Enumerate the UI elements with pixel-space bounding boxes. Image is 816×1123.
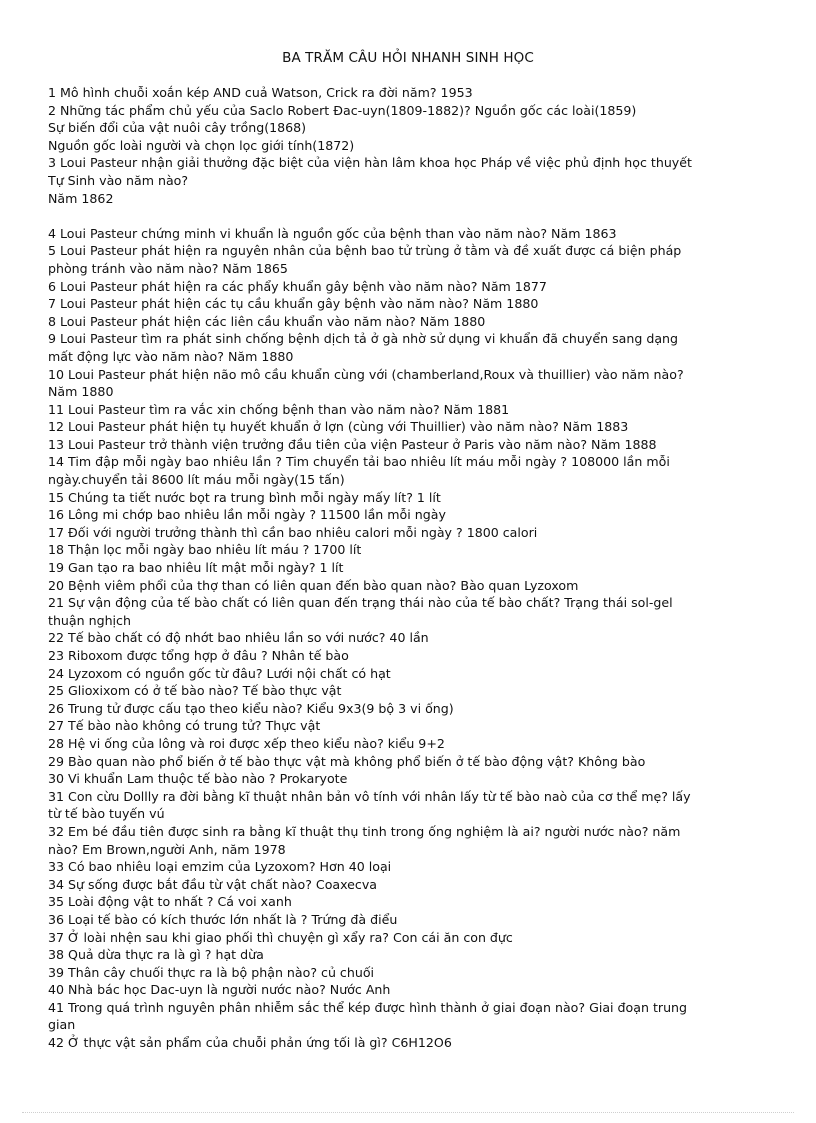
text-line: 25 Glioxixom có ở tế bào nào? Tế bào thực vật	[48, 683, 342, 699]
text-line: 19 Gan tạo ra bao nhiêu lít mật mỗi ngày? 1 lít	[48, 560, 344, 576]
text-line: 12 Loui Pasteur phát hiện tụ huyết khuẩn ở lợn (cùng với Thuillier) vào năm nào? Năm 1883	[48, 419, 629, 435]
text-line: 10 Loui Pasteur phát hiện não mô cầu khuẩn cùng với (chamberland,Roux và thuillier) vào năm nào?	[48, 366, 684, 382]
text-line: ngày.chuyển tải 8600 lít máu mỗi ngày(15 tấn)	[48, 472, 345, 488]
text-line: 42 Ở thực vật sản phẩm của chuỗi phản ứng tối là gì? C6H12O6	[48, 1035, 452, 1051]
text-line: 40 Nhà bác học Dac-uyn là người nước nào? Nước Anh	[48, 982, 391, 998]
text-line: 17 Đối với người trưởng thành thì cần bao nhiêu calori mỗi ngày ? 1800 calori	[48, 524, 538, 540]
text-line: 2 Những tác phẩm chủ yếu của Saclo Robert Đac-uyn(1809-1882)? Nguồn gốc các loài(1859)	[48, 102, 637, 118]
text-line: 14 Tim đập mỗi ngày bao nhiêu lần ? Tim chuyển tải bao nhiêu lít máu mỗi ngày ? 108000 lần mỗi	[48, 454, 670, 470]
text-line: thuận nghịch	[48, 612, 131, 628]
text-line: 36 Loại tế bào có kích thước lớn nhất là ? Trứng đà điểu	[48, 911, 398, 927]
text-line: mất động lực vào năm nào? Năm 1880	[48, 348, 294, 364]
page-bottom-divider	[22, 1112, 794, 1113]
text-line: 39 Thân cây chuối thực ra là bộ phận nào? củ chuối	[48, 964, 375, 980]
text-line: 28 Hệ vi ống của lông và roi được xếp theo kiểu nào? kiểu 9+2	[48, 735, 445, 751]
text-line: 31 Con cừu Dollly ra đời bằng kĩ thuật nhân bản vô tính với nhân lấy từ tế bào naò của cơ thể mẹ? lấy	[48, 788, 691, 804]
text-line: từ tế bào tuyến vú	[48, 806, 165, 822]
text-line: phòng tránh vào năm nào? Năm 1865	[48, 260, 288, 276]
text-line: 23 Riboxom được tổng hợp ở đâu ? Nhân tế bào	[48, 648, 349, 663]
text-line: 27 Tế bào nào không có trung tử? Thực vật	[48, 718, 321, 734]
text-line: 21 Sự vận động của tế bào chất có liên quan đến trạng thái nào của tế bào chất? Trạng thái sol-gel	[48, 595, 673, 611]
text-line: 8 Loui Pasteur phát hiện các liên cầu khuẩn vào năm nào? Năm 1880	[48, 313, 486, 329]
text-line: 20 Bệnh viêm phổi của thợ than có liên quan đến bào quan nào? Bào quan Lyzoxom	[48, 577, 579, 593]
document-title: BA TRĂM CÂU HỎI NHANH SINH HỌC	[282, 50, 534, 66]
text-line: 26 Trung tử được cấu tạo theo kiểu nào? Kiểu 9x3(9 bộ 3 vi ống)	[48, 700, 454, 716]
text-line: 34 Sự sống được bắt đầu từ vật chất nào? Coaxecva	[48, 876, 378, 892]
text-line: 11 Loui Pasteur tìm ra vắc xin chống bệnh than vào năm nào? Năm 1881	[48, 401, 510, 417]
text-line: 13 Loui Pasteur trở thành viện trưởng đầu tiên của viện Pasteur ở Paris vào năm nào? Năm 1888	[48, 436, 657, 452]
text-line: 16 Lông mi chớp bao nhiêu lần mỗi ngày ? 11500 lần mỗi ngày	[48, 507, 446, 523]
text-line: 37 Ở loài nhện sau khi giao phối thì chuyện gì xẩy ra? Con cái ăn con đực	[48, 929, 513, 945]
text-line: 9 Loui Pasteur tìm ra phát sinh chống bệnh dịch tả ở gà nhờ sử dụng vi khuẩn đã chuyển sang dạng	[48, 331, 679, 347]
document-body	[48, 84, 770, 1052]
text-line: 30 Vi khuẩn Lam thuộc tế bào nào ? Prokaryote	[48, 771, 348, 787]
text-line: 35 Loài động vật to nhất ? Cá voi xanh	[48, 894, 292, 910]
text-line: 32 Em bé đầu tiên được sinh ra bằng kĩ thuật thụ tinh trong ống nghiệm là ai? người nước nào? năm	[48, 823, 681, 839]
text-line: 38 Quả dừa thực ra là gì ? hạt dừa	[48, 947, 264, 963]
text-line: gian	[48, 1017, 76, 1033]
text-line: 41 Trong quá trình nguyên phân nhiễm sắc thể kép được hình thành ở giai đoạn nào? Giai đoạn trung	[48, 999, 688, 1015]
text-line: Tự Sinh vào năm nào?	[48, 172, 189, 188]
text-line: 18 Thận lọc mỗi ngày bao nhiêu lít máu ? 1700 lít	[48, 542, 362, 558]
text-line: 6 Loui Pasteur phát hiện ra các phẩy khuẩn gây bệnh vào năm nào? Năm 1877	[48, 278, 547, 294]
text-line: 22 Tế bào chất có độ nhớt bao nhiêu lần so với nước? 40 lần	[48, 630, 429, 646]
text-line: 29 Bào quan nào phổ biến ở tế bào thực vật mà không phổ biến ở tế bào động vật? Không bào	[48, 753, 646, 769]
text-line: 5 Loui Pasteur phát hiện ra nguyên nhân của bệnh bao tử trùng ở tằm và đề xuất được cá biện pháp	[48, 243, 682, 259]
text-line	[48, 207, 770, 225]
text-line: 7 Loui Pasteur phát hiện các tụ cầu khuẩn gây bệnh vào năm nào? Năm 1880	[48, 296, 539, 312]
text-line: 4 Loui Pasteur chứng minh vi khuẩn là nguồn gốc của bệnh than vào năm nào? Năm 1863	[48, 225, 617, 241]
text-line: 33 Có bao nhiêu loại emzim của Lyzoxom? Hơn 40 loại	[48, 859, 392, 875]
text-line: Sự biến đổi của vật nuôi cây trồng(1868)	[48, 120, 307, 136]
text-line: 1 Mô hình chuỗi xoắn kép AND cuả Watson, Crick ra đời năm? 1953	[48, 85, 473, 100]
text-line: 24 Lyzoxom có nguồn gốc từ đâu? Lưới nội chất có hạt	[48, 665, 391, 681]
text-line: Năm 1880	[48, 384, 114, 400]
text-line: Năm 1862	[48, 190, 114, 206]
text-line: nào? Em Brown,người Anh, năm 1978	[48, 841, 286, 857]
text-line: 3 Loui Pasteur nhận giải thưởng đặc biệt của viện hàn lâm khoa học Pháp về việc phủ định học thuyết	[48, 155, 692, 171]
text-line: Nguồn gốc loài người và chọn lọc giới tính(1872)	[48, 137, 355, 153]
text-line: 15 Chúng ta tiết nước bọt ra trung bình mỗi ngày mấy lít? 1 lít	[48, 489, 441, 505]
